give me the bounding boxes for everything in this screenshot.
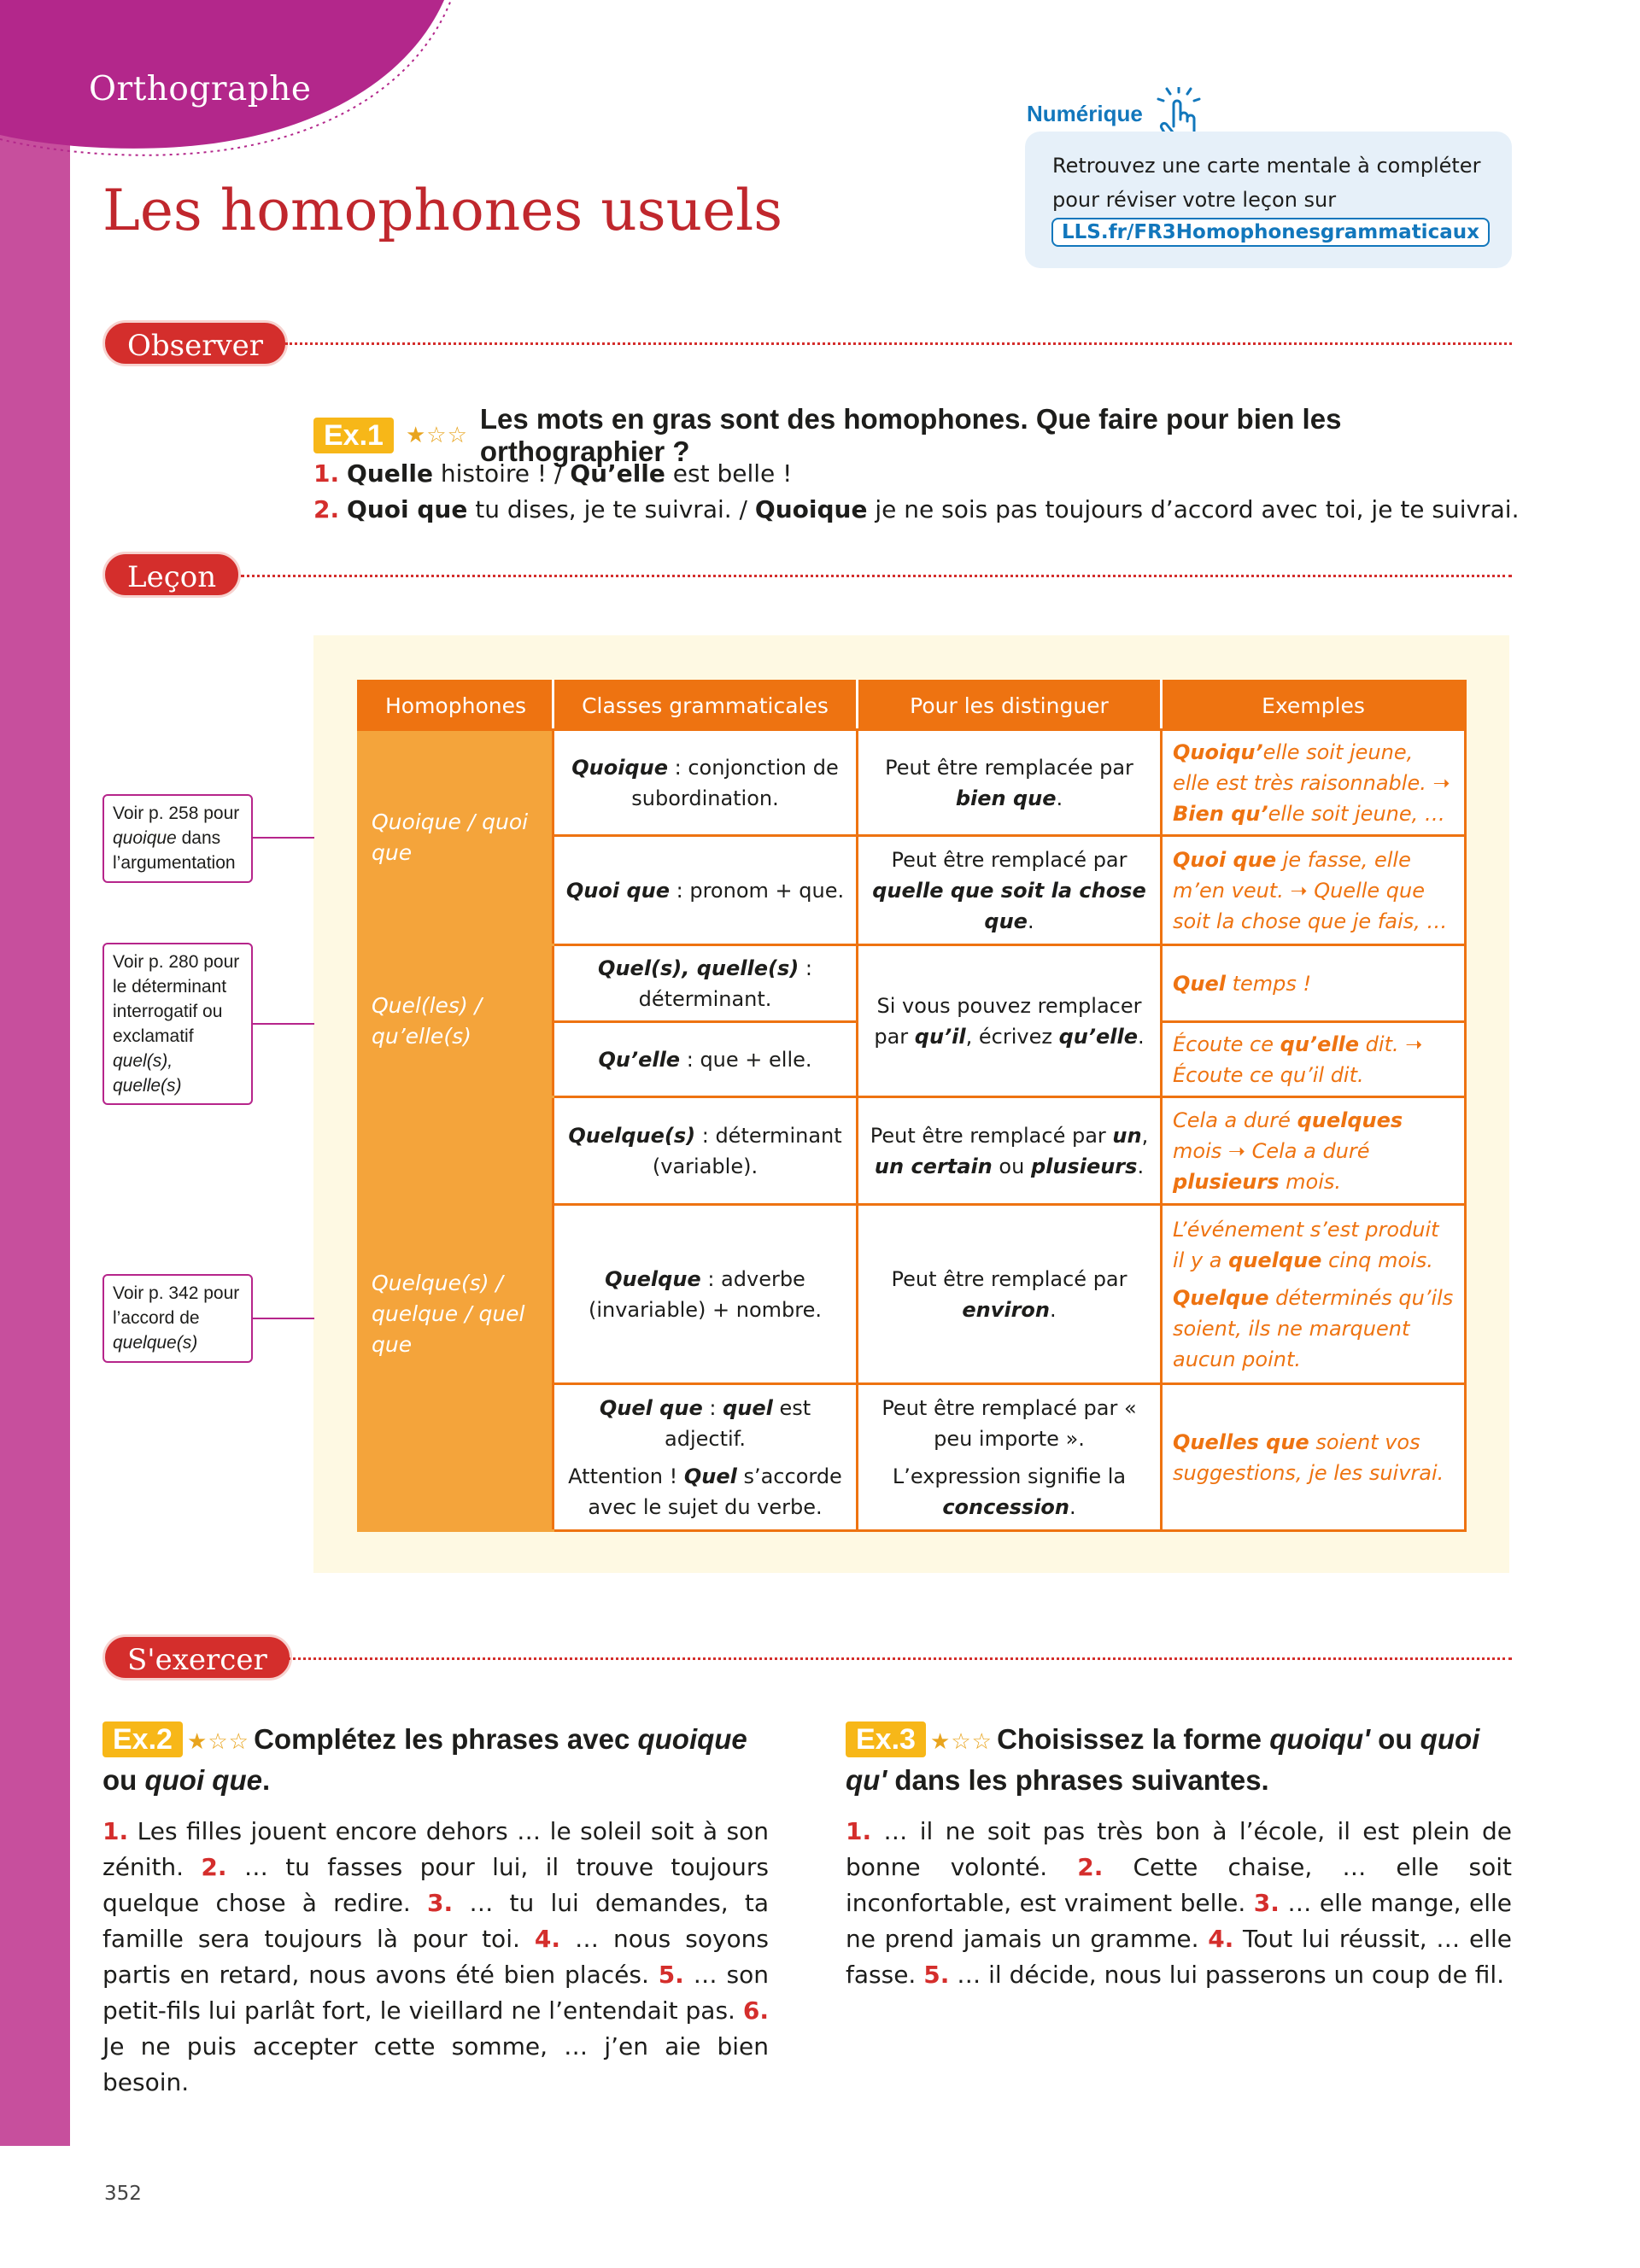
table-row — [359, 730, 1466, 836]
ex2-heading — [102, 1721, 769, 1803]
classe-cell: Quel(s), quelle(s) : déterminant. — [554, 945, 858, 1022]
classe-cell: Quoique : conjonction de subordination. — [554, 730, 858, 836]
classe-cell: Quoi que : pronom + que. — [554, 836, 858, 945]
example-cell: Quoi que je fasse, elle m’en veut. ➝ Quelle que soit la chose que je fais, … — [1162, 836, 1466, 945]
table-row — [359, 1097, 1466, 1205]
ex3-title: Choisissez la forme quoiqu' ou quoi qu' dans les phrases suivantes. — [846, 1723, 1480, 1796]
classe-cell: Quel que : quel est adjectif. Attention ! Quel s’accorde avec le sujet du verbe. — [554, 1384, 858, 1531]
ex2-sentences: 1. Les filles jouent encore dehors … le soleil soit à son zénith. 2. … tu fasses pour lui, il trouve toujours quelque chose à redire. 3. … tu lui demandes, ta famille sera toujours là pour toi. 4. … nous soyons partis en retard, nous avons été bien placés. 5. … son petit-fils lui parlât fort, le vieillard ne l’entendait pas. 6. Je ne puis accepter cette somme, … j’en aie bien besoin. — [102, 1817, 769, 2096]
sentence-text: je ne sois pas toujours d’accord avec toi, je te suivrai. — [867, 495, 1520, 523]
side-note-quoique: Voir p. 258 pour quoique dans l’argumentation — [102, 794, 253, 883]
section-pill-exercer: S'exercer — [102, 1634, 292, 1681]
example-cell: L’événement s’est produit il y a quelque cinq mois. Quelque déterminés qu’ils soient, ils ne marquent aucun point. — [1162, 1205, 1466, 1384]
page-number: 352 — [104, 2183, 142, 2205]
example-cell: Quoiqu’elle soit jeune, elle est très raisonnable. ➝ Bien qu’elle soit jeune, … — [1162, 730, 1466, 836]
ex2-badge: Ex.2 — [102, 1721, 183, 1757]
classe-cell: Quelque(s) : déterminant (variable). — [554, 1097, 858, 1205]
lesson-table — [357, 680, 1467, 1532]
sentence-text: est belle ! — [665, 459, 793, 488]
item-number: 2. — [313, 495, 340, 523]
example-cell: Quel temps ! — [1162, 945, 1466, 1022]
homophone-word: Quoique — [754, 495, 868, 523]
side-note-quelque: Voir p. 342 pour l’accord de quelque(s) — [102, 1274, 253, 1363]
homophone-cell: Quelque(s) / quelque / quel que — [359, 1097, 554, 1531]
ex3-heading — [846, 1721, 1512, 1803]
section-divider — [285, 342, 1512, 345]
distinction-cell: Peut être remplacé par environ. — [858, 1205, 1162, 1384]
distinction-cell: Peut être remplacée par bien que. — [858, 730, 1162, 836]
numerique-link[interactable]: LLS.fr/FR3Homophonesgrammaticaux — [1051, 218, 1490, 247]
distinction-cell: Peut être remplacé par quelle que soit la chose que. — [858, 836, 1162, 945]
difficulty-stars-icon: ★☆☆ — [930, 1729, 993, 1755]
example-cell: Écoute ce qu’elle dit. ➝ Écoute ce qu’il dit. — [1162, 1022, 1466, 1097]
column-header: Exemples — [1162, 681, 1466, 730]
section-label: Orthographe — [89, 70, 312, 108]
difficulty-stars-icon: ★☆☆ — [187, 1729, 249, 1755]
numerique-label: Numérique — [1027, 101, 1143, 126]
example-cell: Cela a duré quelques mois ➝ Cela a duré plusieurs mois. — [1162, 1097, 1466, 1205]
sentence-text: tu dises, je te suivrai. / — [467, 495, 755, 523]
sentence-text: histoire ! / — [432, 459, 571, 488]
table-row — [359, 945, 1466, 1022]
page-title: Les homophones usuels — [102, 178, 783, 243]
homophone-cell: Quel(les) / qu’elle(s) — [359, 945, 554, 1097]
ex2-title: Complétez les phrases avec quoique ou quoi que. — [102, 1723, 747, 1796]
ex1-line-2 — [313, 492, 1526, 528]
item-number: 1. — [313, 459, 340, 488]
column-header: Pour les distinguer — [858, 681, 1162, 730]
distinction-cell: Peut être remplacé par un, un certain ou plusieurs. — [858, 1097, 1162, 1205]
homophone-word: Qu’elle — [570, 459, 665, 488]
section-pill-lecon: Leçon — [102, 552, 241, 598]
note-connector — [253, 1023, 314, 1025]
side-note-quel: Voir p. 280 pour le déterminant interrogatif ou exclamatif quel(s), quelle(s) — [102, 943, 253, 1105]
example-cell: Quelles que soient vos suggestions, je les suivrai. — [1162, 1384, 1466, 1531]
section-pill-observer: Observer — [102, 320, 288, 366]
classe-cell: Quelque : adverbe (invariable) + nombre. — [554, 1205, 858, 1384]
ex1-badge: Ex.1 — [313, 418, 394, 453]
ex1-title: Les mots en gras sont des homophones. Que faire pour bien les orthographier ? — [479, 403, 1342, 467]
section-divider — [241, 575, 1512, 577]
note-connector — [253, 1318, 314, 1319]
ex3-sentences: 1. … il ne soit pas très bon à l’école, il est plein de bonne volonté. 2. Cette chaise, … elle soit inconfortable, est vraiment belle. 3. … elle mange, elle ne prend jamais un gramme. 4. Tout lui réussit, … elle fasse. 5. … il décide, nous lui passerons un coup de fil. — [846, 1817, 1513, 1989]
note-connector — [253, 837, 314, 839]
ex3-badge: Ex.3 — [846, 1721, 926, 1757]
section-divider — [282, 1657, 1512, 1660]
homophone-word: Quelle — [347, 459, 433, 488]
left-margin-band — [0, 0, 70, 2146]
difficulty-stars-icon: ★☆☆ — [405, 423, 468, 448]
homophone-word: Quoi que — [347, 495, 468, 523]
homophone-cell: Quoique / quoi que — [359, 730, 554, 945]
ex1-line-1 — [313, 456, 1526, 492]
distinction-cell: Peut être remplacé par « peu importe ». L’expression signifie la concession. — [858, 1384, 1162, 1531]
numerique-text: Retrouvez une carte mentale à compléter pour réviser votre leçon sur — [1052, 154, 1481, 212]
distinction-cell: Si vous pouvez remplacer par qu’il, écrivez qu’elle. — [858, 945, 1162, 1097]
table-header-row — [359, 681, 1466, 730]
column-header: Classes grammaticales — [554, 681, 858, 730]
column-header: Homophones — [359, 681, 554, 730]
classe-cell: Qu’elle : que + elle. — [554, 1022, 858, 1097]
